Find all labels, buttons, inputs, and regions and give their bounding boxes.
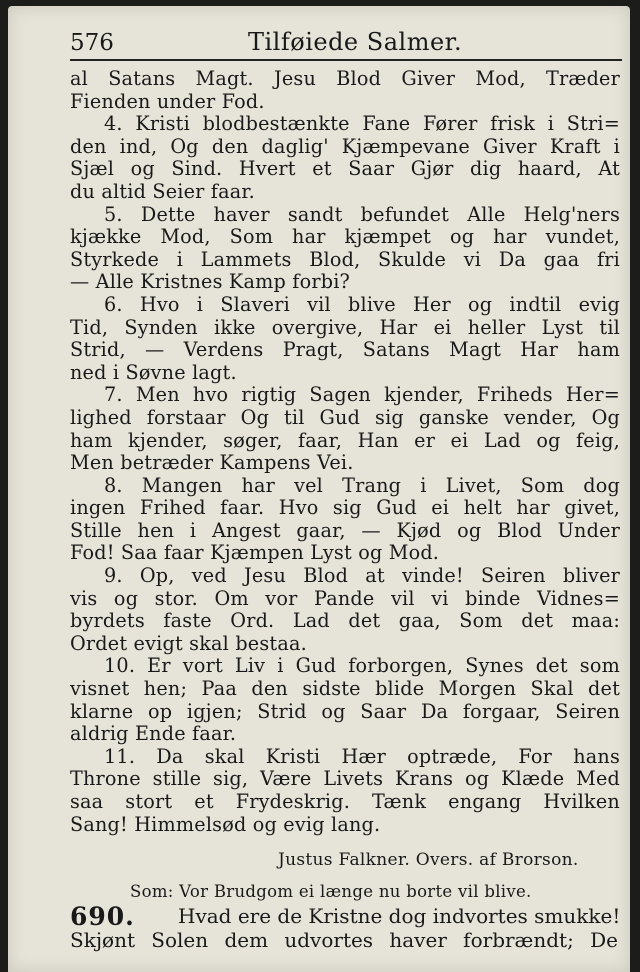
melody-reference: Som: Vor Brudgom ei længe nu borte vil blive. (130, 882, 532, 901)
text-line: 6. Hvo i Slaveri vil blive Her og indtil evig (104, 293, 620, 316)
text-line: 5. Dette haver sandt befundet Alle Helg'ners (104, 203, 620, 226)
text-line: Sjæl og Sind. Hvert et Saar Gjør dig haard, At (70, 158, 620, 181)
hymn-second-line: Skjønt Solen dem udvortes haver forbrændt; De (70, 928, 618, 952)
text-line: Fienden under Fod. (70, 90, 265, 113)
text-line: 9. Op, ved Jesu Blod at vinde! Seiren bliver (104, 565, 620, 588)
book-page (8, 6, 630, 972)
text-line: aldrig Ende faar. (70, 723, 237, 746)
text-line: kjække Mod, Som har kjæmpet og har vundet, (70, 226, 620, 249)
running-title: Tilføiede Salmer. (248, 28, 463, 56)
hymn-text (70, 68, 620, 836)
text-line: vis og stor. Om vor Pande vil vi binde Vidnes= (70, 587, 620, 610)
text-line: ham kjender, søger, faar, Han er ei Lad og feig, (70, 429, 620, 452)
text-line: den ind, Og den daglig' Kjæmpevane Giver Kraft i (70, 135, 620, 158)
text-line: ned i Søvne lagt. (70, 361, 237, 384)
text-line: Throne stille sig, Være Livets Krans og Klæde Med (70, 768, 620, 791)
hymn-number: 690. (70, 902, 135, 931)
text-line: Men betræder Kampens Vei. (70, 452, 354, 475)
text-line: ingen Frihed faar. Hvo sig Gud ei helt har givet, (70, 497, 620, 520)
text-line: Tid, Synden ikke overgive, Har ei heller Lyst til (70, 316, 620, 339)
text-line: Fod! Saa faar Kjæmpen Lyst og Mod. (70, 542, 440, 565)
text-line: Strid, — Verdens Pragt, Satans Magt Har ham (70, 339, 620, 362)
page-number: 576 (70, 30, 114, 56)
text-line: du altid Seier faar. (70, 180, 255, 203)
text-line: byrdets faste Ord. Lad det gaa, Som det maa: (70, 610, 620, 633)
text-line: — Alle Kristnes Kamp forbi? (70, 271, 351, 294)
text-line: 11. Da skal Kristi Hær optræde, For hans (104, 745, 620, 768)
text-line: Sang! Himmelsød og evig lang. (70, 813, 381, 836)
text-line: 10. Er vort Liv i Gud forborgen, Synes det som (104, 655, 620, 678)
text-line: Styrkede i Lammets Blod, Skulde vi Da gaa fri (70, 248, 620, 271)
text-line: visnet hen; Paa den sidste blide Morgen Skal det (70, 678, 620, 701)
text-line: Ordet evigt skal bestaa. (70, 632, 307, 655)
hymn-first-line: Hvad ere de Kristne dog indvortes smukke! (178, 904, 621, 928)
page-header (8, 24, 630, 58)
text-line: 4. Kristi blodbestænkte Fane Fører frisk i Stri= (104, 113, 620, 136)
header-rule (70, 59, 622, 61)
text-line: al Satans Magt. Jesu Blod Giver Mod, Træder (70, 68, 620, 90)
text-line: lighed forstaar Og til Gud sig ganske vender, Og (70, 406, 620, 429)
text-line: klarne op igjen; Strid og Saar Da forgaar, Seiren (70, 700, 620, 723)
text-line: saa stort et Frydeskrig. Tænk engang Hvilken (70, 791, 620, 813)
author-attribution: Justus Falkner. Overs. af Brorson. (278, 850, 579, 870)
text-line: 8. Mangen har vel Trang i Livet, Som dog (104, 474, 620, 497)
text-line: 7. Men hvo rigtig Sagen kjender, Friheds Her= (104, 384, 620, 407)
text-line: Stille hen i Angest gaar, — Kjød og Blod Under (70, 519, 620, 542)
